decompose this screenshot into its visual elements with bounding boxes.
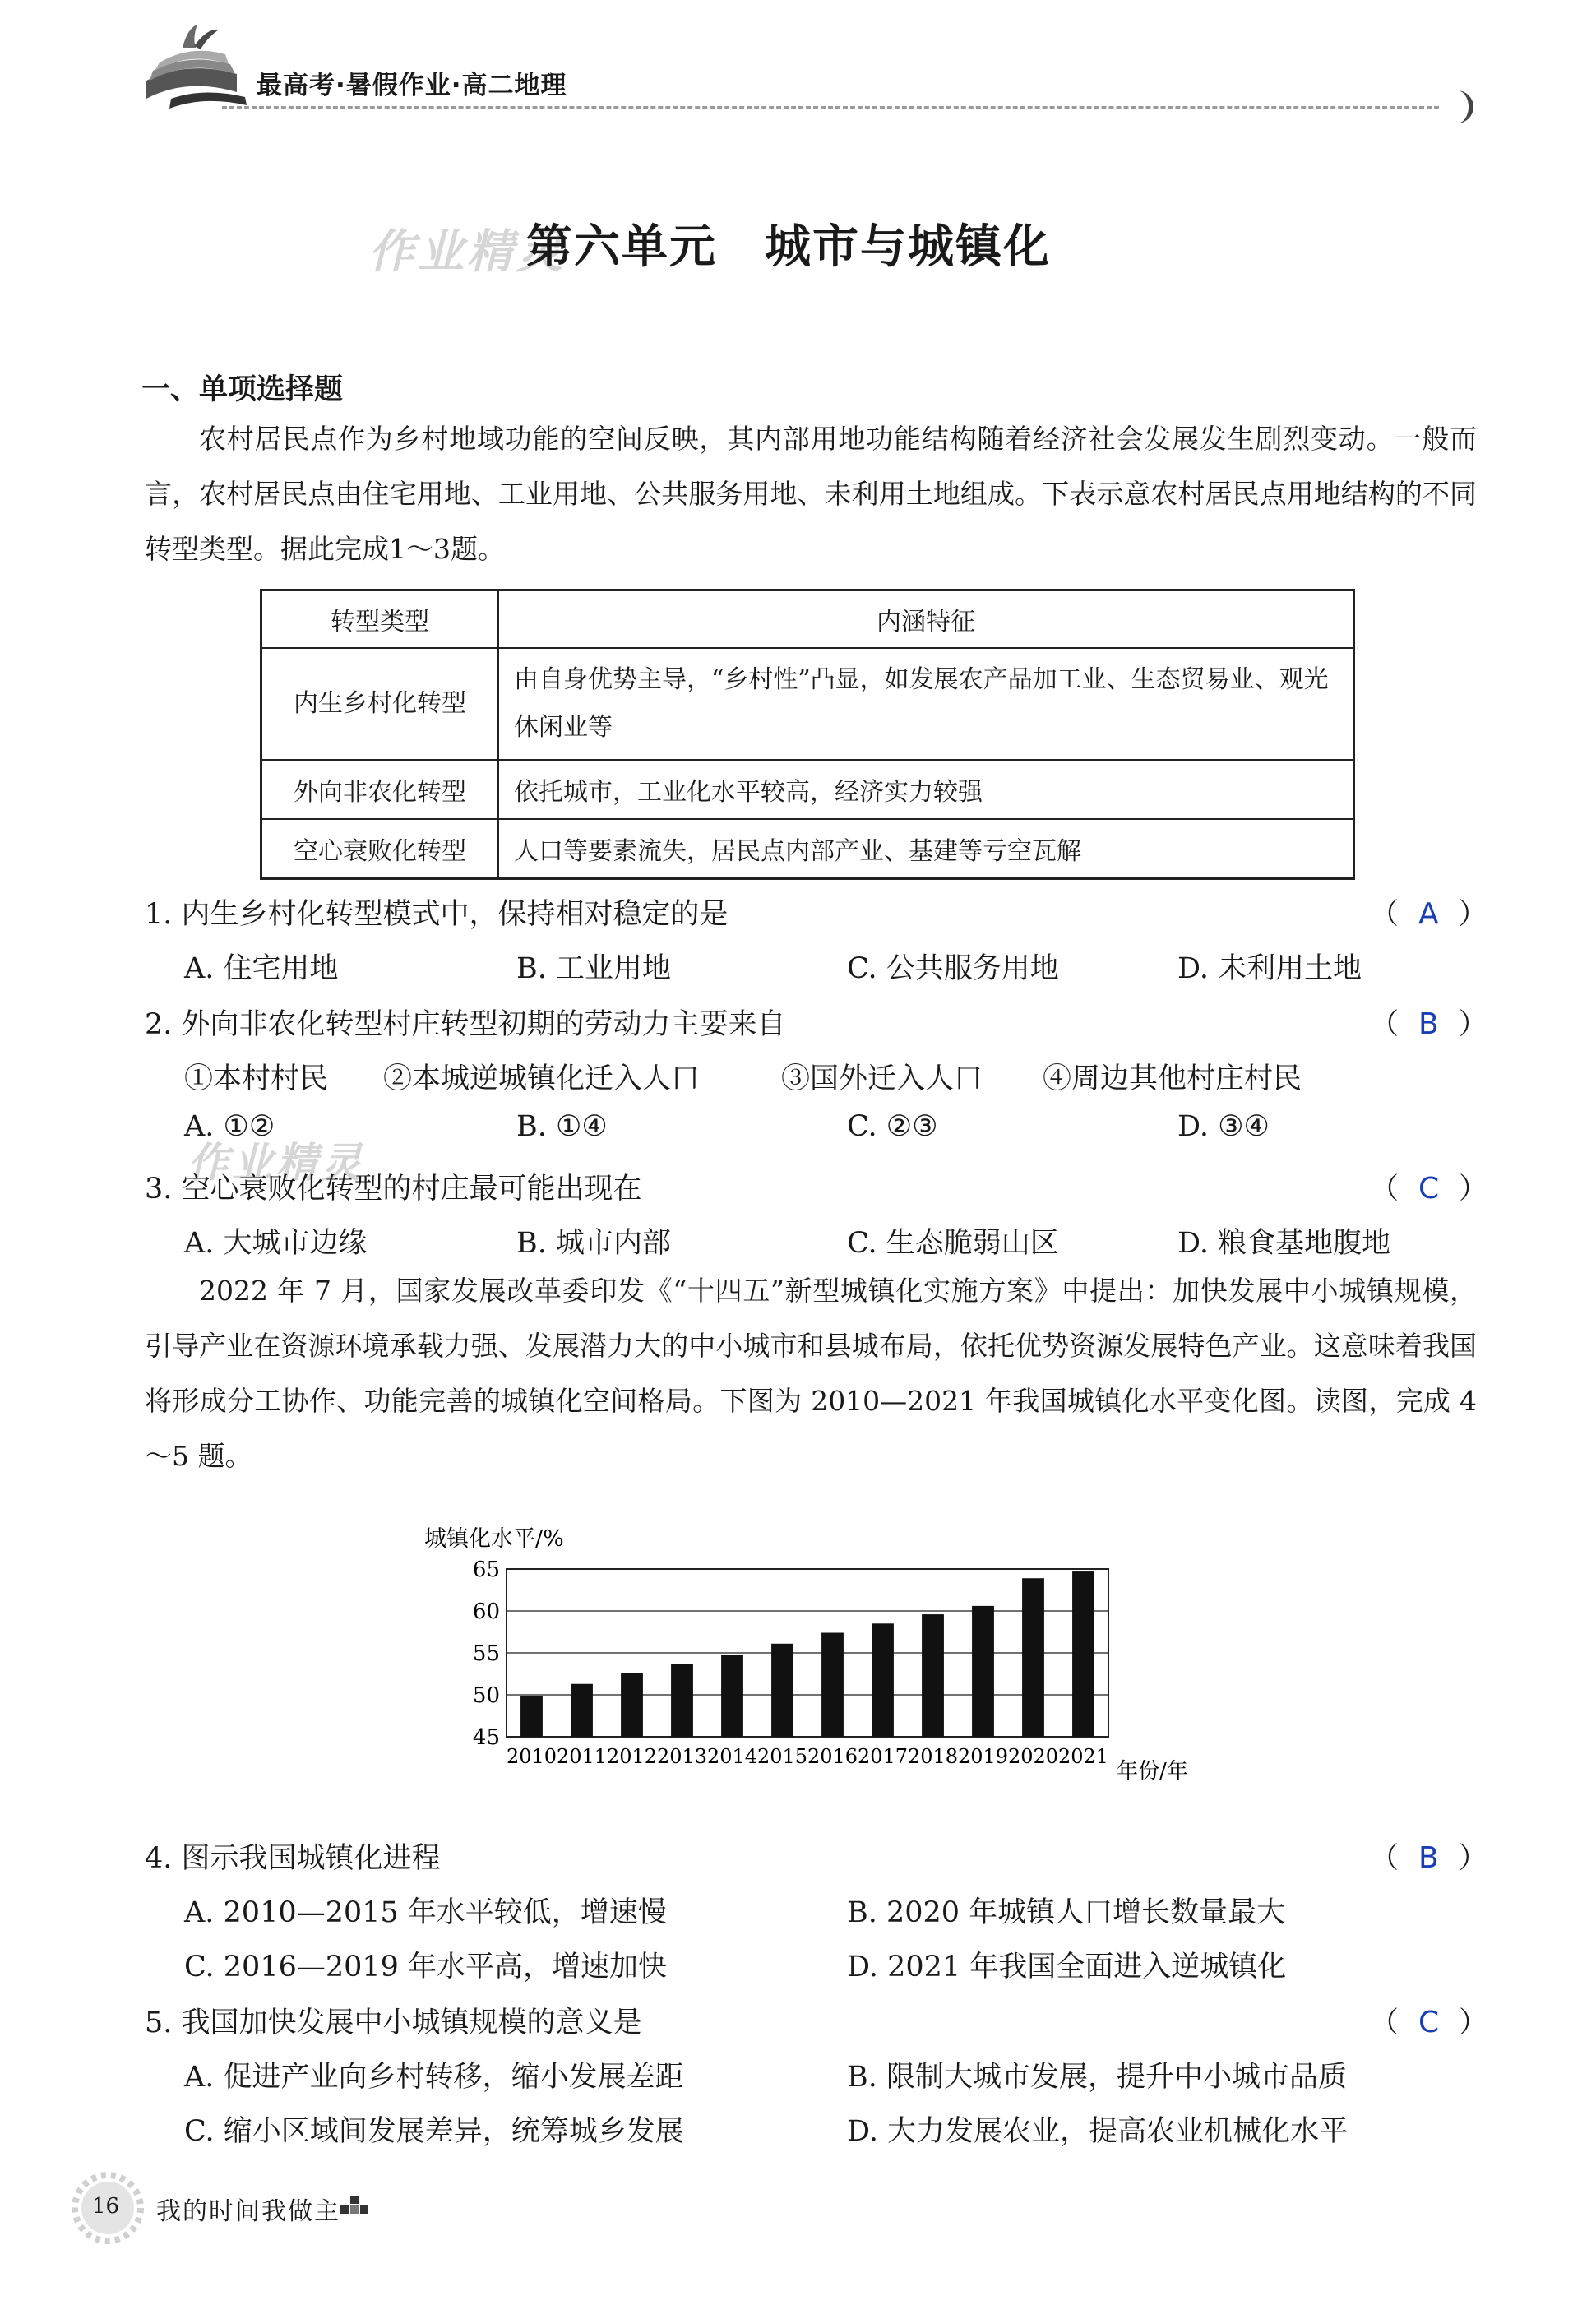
x-tick-label: 2012 bbox=[606, 1745, 658, 1768]
answer-letter: B bbox=[1418, 1007, 1439, 1041]
x-axis-label: 年份/年 bbox=[1117, 1759, 1188, 1784]
footer-motto: 我的时间我做主 bbox=[156, 2197, 340, 2226]
header-divider bbox=[222, 106, 1439, 109]
option: A. 住宅用地 bbox=[184, 952, 339, 985]
bar-2020 bbox=[1022, 1578, 1044, 1737]
table-header: 内涵特征 bbox=[498, 590, 1354, 649]
x-tick-label: 2011 bbox=[556, 1745, 608, 1768]
bar-2017 bbox=[872, 1623, 894, 1737]
option: C. ②③ bbox=[847, 1110, 938, 1143]
answer-bracket: （ B ） bbox=[1370, 1841, 1487, 1875]
option: D. 粮食基地腹地 bbox=[1177, 1227, 1391, 1260]
question-stem: 3. 空心衰败化转型的村庄最可能出现在 bbox=[145, 1173, 642, 1206]
bar-2013 bbox=[671, 1664, 693, 1737]
x-tick-label: 2020 bbox=[1007, 1745, 1059, 1768]
x-tick-label: 2019 bbox=[957, 1745, 1009, 1768]
bar-2011 bbox=[571, 1684, 593, 1737]
transition-type-table bbox=[260, 589, 1355, 880]
x-tick-label: 2013 bbox=[656, 1745, 708, 1768]
y-tick-label: 60 bbox=[472, 1599, 500, 1624]
table-row bbox=[261, 648, 1354, 760]
half-moon-icon bbox=[1447, 89, 1475, 125]
option: D. ③④ bbox=[1177, 1110, 1270, 1143]
bar-2010 bbox=[520, 1696, 543, 1737]
answer-letter: B bbox=[1418, 1841, 1439, 1875]
option: C. 2016—2019 年水平高，增速加快 bbox=[184, 1951, 668, 1983]
urbanization-bar-chart bbox=[411, 1521, 1233, 1801]
x-tick-label: 2021 bbox=[1057, 1745, 1109, 1768]
page-number: 16 bbox=[92, 2194, 120, 2219]
x-tick-label: 2017 bbox=[857, 1745, 909, 1768]
watermark: 作业精灵 bbox=[187, 1139, 365, 1187]
table-cell-type: 外向非农化转型 bbox=[261, 760, 499, 819]
option: C. 缩小区域间发展差异，统筹城乡发展 bbox=[184, 2115, 684, 2148]
bar-2014 bbox=[721, 1655, 743, 1737]
bar-2021 bbox=[1072, 1571, 1094, 1737]
table-cell-feature: 依托城市，工业化水平较高，经济实力较强 bbox=[498, 760, 1354, 819]
y-tick-label: 50 bbox=[472, 1683, 500, 1708]
bar-2019 bbox=[972, 1606, 994, 1737]
table-cell-type: 内生乡村化转型 bbox=[261, 648, 499, 760]
question-stem: 5. 我国加快发展中小城镇规模的意义是 bbox=[145, 2006, 642, 2039]
table-row bbox=[261, 760, 1354, 819]
answer-letter: A bbox=[1418, 897, 1439, 931]
question-stem: 2. 外向非农化转型村庄转型初期的劳动力主要来自 bbox=[145, 1008, 786, 1041]
option: C. 公共服务用地 bbox=[847, 952, 1059, 985]
option: D. 2021 年我国全面进入逆城镇化 bbox=[847, 1951, 1287, 1983]
context-paragraph: 2022 年 7 月，国家发展改革委印发《“十四五”新型城镇化实施方案》中提出：加快发展中小城镇规模，引导产业在资源环境承载力强、发展潜力大的中小城市和县城布局，依托优势资源发展特色产业。这意味着我国将形成分工协作、功能完善的城镇化空间格局。下图为 2010—2021 年我国城镇化水平变化图。读图，完成 4～5 题。 bbox=[145, 1275, 1477, 1472]
bar-2016 bbox=[821, 1633, 844, 1737]
answer-bracket: （ B ） bbox=[1370, 1007, 1487, 1041]
x-tick-label: 2018 bbox=[907, 1745, 959, 1768]
x-tick-label: 2015 bbox=[756, 1745, 808, 1768]
answer-bracket: （ A ） bbox=[1370, 897, 1487, 931]
checker-squares-icon bbox=[340, 2194, 375, 2219]
bar-2018 bbox=[922, 1614, 944, 1737]
table-cell-feature: 由自身优势主导，“乡村性”凸显，如发展农产品加工业、生态贸易业、观光休闲业等 bbox=[498, 648, 1354, 760]
x-tick-label: 2014 bbox=[706, 1745, 758, 1768]
option: D. 大力发展农业，提高农业机械化水平 bbox=[847, 2115, 1349, 2148]
option: B. 工业用地 bbox=[516, 952, 671, 985]
choice: ③国外迁入人口 bbox=[781, 1062, 983, 1095]
answer-bracket: （ C ） bbox=[1370, 2006, 1488, 2039]
intro-paragraph: 农村居民点作为乡村地域功能的空间反映，其内部用地功能结构随着经济社会发展发生剧烈变动。一般而言，农村居民点由住宅用地、工业用地、公共服务用地、未利用土地组成。下表示意农村居民点用地结构的不同转型类型。据此完成1～3题。 bbox=[145, 423, 1477, 565]
x-tick-label: 2010 bbox=[506, 1745, 557, 1768]
unit-title: 第六单元 城市与城镇化 bbox=[526, 220, 1051, 274]
answer-bracket: （ C ） bbox=[1370, 1172, 1488, 1206]
answer-letter: C bbox=[1418, 2006, 1440, 2039]
option: B. 城市内部 bbox=[516, 1227, 671, 1260]
table-cell-feature: 人口等要素流失，居民点内部产业、基建等亏空瓦解 bbox=[498, 819, 1354, 879]
bar-2015 bbox=[771, 1644, 793, 1737]
choice: ②本城逆城镇化迁入人口 bbox=[383, 1062, 701, 1095]
section-heading: 一、单项选择题 bbox=[141, 373, 344, 406]
table-cell-type: 空心衰败化转型 bbox=[261, 819, 499, 879]
x-tick-label: 2016 bbox=[807, 1745, 858, 1768]
choice: ①本村村民 bbox=[184, 1062, 329, 1095]
y-tick-label: 65 bbox=[472, 1557, 500, 1582]
option: A. ①② bbox=[184, 1110, 275, 1143]
watermark: 作业精灵 bbox=[368, 225, 566, 279]
option: A. 2010—2015 年水平较低，增速慢 bbox=[184, 1896, 667, 1929]
option: D. 未利用土地 bbox=[1177, 952, 1362, 985]
header-title: 最高考·暑假作业·高二地理 bbox=[257, 71, 567, 100]
table-header: 转型类型 bbox=[261, 590, 499, 649]
y-tick-label: 45 bbox=[472, 1725, 500, 1750]
table-header-row bbox=[261, 590, 1354, 649]
question-stem: 1. 内生乡村化转型模式中，保持相对稳定的是 bbox=[145, 898, 729, 931]
bar-2012 bbox=[621, 1673, 643, 1737]
option: B. 2020 年城镇人口增长数量最大 bbox=[847, 1896, 1286, 1929]
option: B. ①④ bbox=[516, 1110, 608, 1143]
answer-letter: C bbox=[1418, 1172, 1440, 1206]
option: B. 限制大城市发展，提升中小城市品质 bbox=[847, 2061, 1347, 2094]
question-stem: 4. 图示我国城镇化进程 bbox=[145, 1842, 441, 1875]
option: C. 生态脆弱山区 bbox=[847, 1227, 1059, 1260]
y-tick-label: 55 bbox=[472, 1641, 500, 1666]
y-axis-label: 城镇化水平/% bbox=[424, 1526, 564, 1552]
choice: ④周边其他村庄村民 bbox=[1043, 1062, 1302, 1095]
option: A. 促进产业向乡村转移，缩小发展差距 bbox=[184, 2061, 684, 2094]
option: A. 大城市边缘 bbox=[184, 1227, 368, 1260]
table-row bbox=[261, 819, 1354, 879]
